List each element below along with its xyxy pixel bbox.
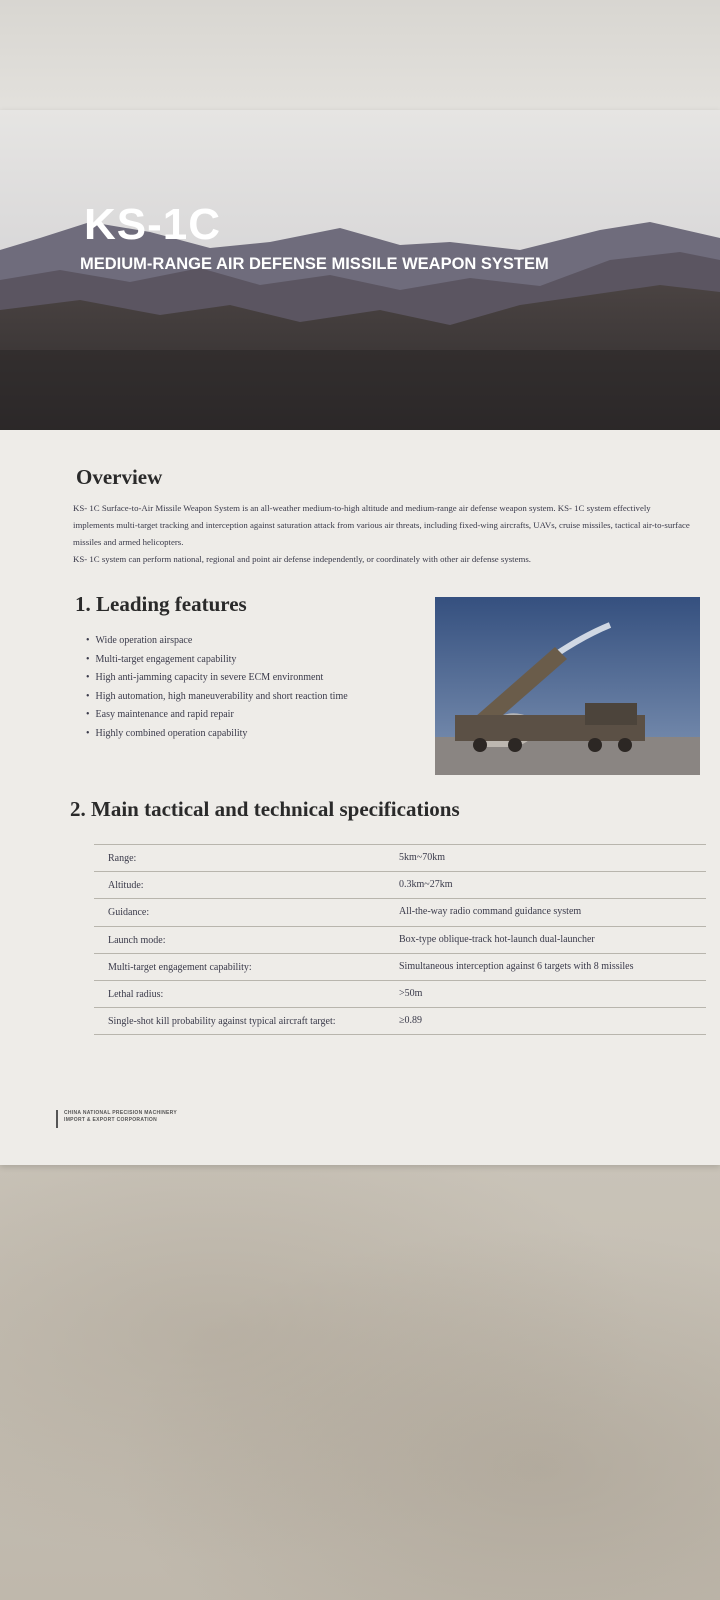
product-subtitle: MEDIUM-RANGE AIR DEFENSE MISSILE WEAPON SYSTEM (80, 255, 549, 273)
spec-label: Single-shot kill probability against typical aircraft target: (108, 1016, 336, 1028)
specifications-heading: 2. Main tactical and technical specifications (70, 797, 460, 821)
spec-row (94, 927, 706, 954)
spec-row (94, 872, 706, 899)
spec-label: Multi-target engagement capability: (108, 961, 252, 973)
spec-label: Launch mode: (108, 934, 166, 946)
spec-row (94, 981, 706, 1008)
feature-item: • High anti-jamming capacity in severe ECM environment (86, 669, 348, 688)
missile-launch-photo (435, 597, 700, 775)
spec-value: ≥0.89 (399, 1015, 422, 1027)
floor-background (0, 1160, 720, 1600)
spec-value: 0.3km~27km (399, 879, 453, 891)
spec-value: All-the-way radio command guidance system (399, 906, 582, 918)
features-heading: 1. Leading features (75, 592, 247, 616)
features-list (86, 632, 348, 744)
company-name-line-2: IMPORT & EXPORT CORPORATION (64, 1117, 158, 1123)
spec-label: Guidance: (108, 907, 150, 919)
overview-heading: Overview (76, 465, 163, 489)
company-name-line-1: CHINA NATIONAL PRECISION MACHINERY (64, 1110, 177, 1116)
feature-item: • Multi-target engagement capability (86, 651, 348, 670)
spec-label: Altitude: (108, 880, 144, 892)
overview-paragraph-2: KS- 1C system can perform national, regional and point air defense independently, or coordinately with other air defense systems. (73, 554, 531, 564)
specifications-table (94, 844, 706, 1035)
spec-row (94, 899, 706, 926)
spec-value: 5km~70km (399, 852, 445, 863)
spec-row (94, 954, 706, 981)
feature-item: • Easy maintenance and rapid repair (86, 706, 348, 725)
company-logo-text (64, 1110, 177, 1124)
overview-paragraph-1: KS- 1C Surface-to-Air Missile Weapon System is an all-weather medium-to-high altitude and medium-range air defense weapon system. KS- 1C system effectively implements multi-target tracking and interception against saturation attack from various air threats, including fixed-wing aircrafts, UAVs, cruise missiles, tactical air-to-surface missiles and armed helicopters. (73, 503, 690, 547)
feature-item: • High automation, high maneuverability and short reaction time (86, 688, 348, 707)
company-logo-bar (56, 1110, 58, 1128)
spec-row (94, 845, 706, 872)
spec-value: Box-type oblique-track hot-launch dual-launcher (399, 933, 595, 945)
overview-text (73, 500, 693, 568)
feature-item: • Highly combined operation capability (86, 725, 348, 744)
spec-value: Simultaneous interception against 6 targets with 8 missiles (399, 960, 634, 972)
spec-value: >50m (399, 987, 423, 999)
product-title: KS-1C (84, 200, 222, 249)
spec-label: Lethal radius: (108, 988, 164, 1000)
spec-label: Range: (108, 853, 137, 864)
feature-item: • Wide operation airspace (86, 632, 348, 651)
spec-row (94, 1008, 706, 1035)
